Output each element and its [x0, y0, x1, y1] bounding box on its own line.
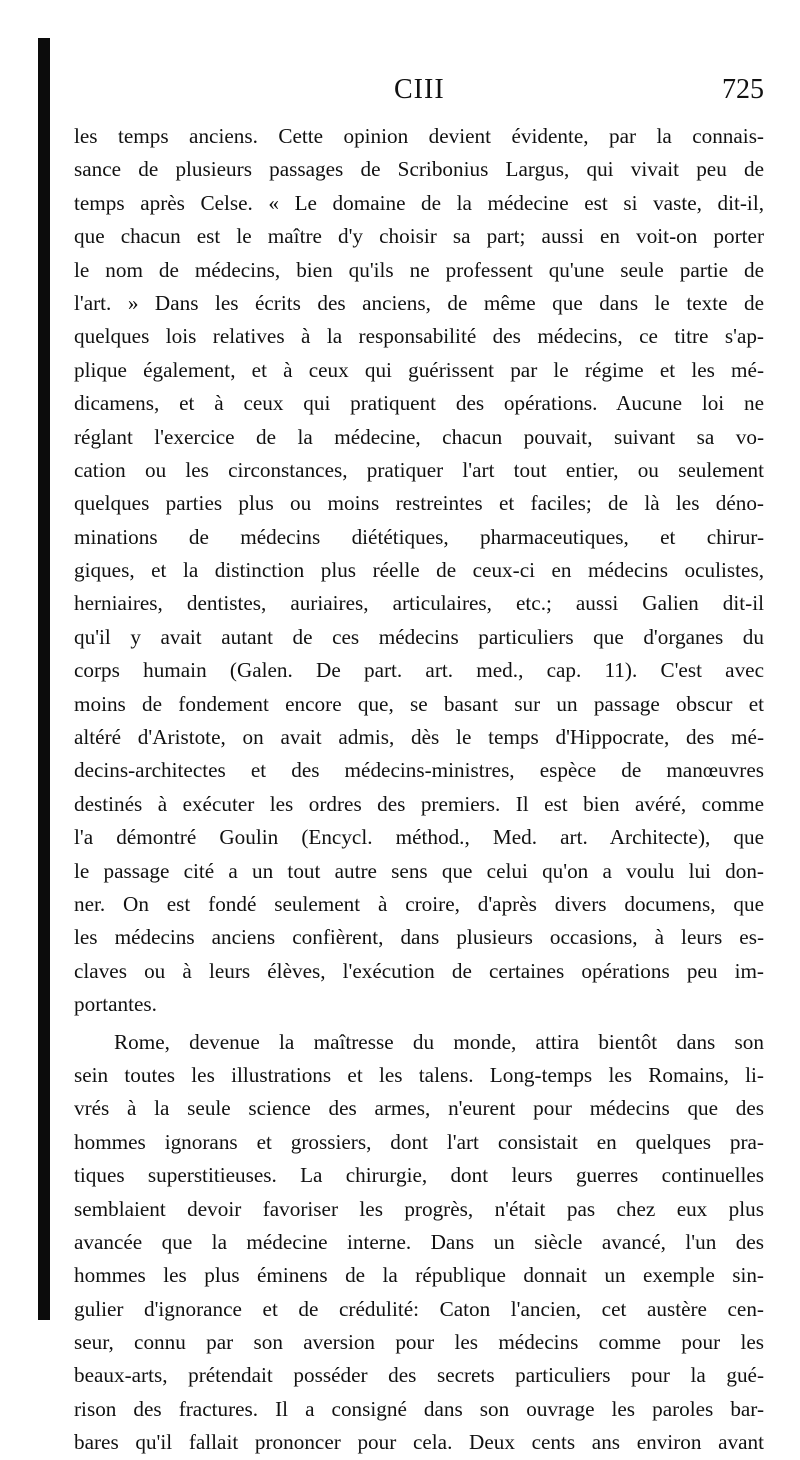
text-line: que chacun est le maître d'y choisir sa part; aussi en voit-on porter [74, 224, 764, 249]
body-text [74, 120, 764, 1460]
text-line: plique également, et à ceux qui guérissent par le régime et les mé- [74, 357, 764, 382]
text-line: claves ou à leurs élèves, l'exécution de certaines opérations peu im- [74, 958, 764, 983]
text-line: les temps anciens. Cette opinion devient évidente, par la connais- [74, 124, 764, 148]
binding-edge [38, 38, 50, 1320]
text-line: quelques lois relatives à la responsabilité des médecins, ce titre s'ap- [74, 324, 764, 349]
text-line: Rome, devenue la maîtresse du monde, attira bientôt dans son [114, 1029, 764, 1054]
text-line: les médecins anciens confièrent, dans plusieurs occasions, à leurs es- [74, 925, 764, 950]
text-line: tiques superstitieuses. La chirurgie, dont leurs guerres continuelles [74, 1163, 764, 1188]
text-line: moins de fondement encore que, se basant sur un passage obscur et [74, 691, 764, 716]
text-line: cation ou les circonstances, pratiquer l'art tout entier, ou seulement [74, 457, 764, 482]
book-page [74, 74, 764, 1460]
text-line: le nom de médecins, bien qu'ils ne professent qu'une seule partie de [74, 257, 764, 282]
text-line: altéré d'Aristote, on avait admis, dès le temps d'Hippocrate, des mé- [74, 725, 764, 750]
running-head [74, 74, 764, 118]
text-line: corps humain (Galen. De part. art. med., cap. 11). C'est avec [74, 658, 764, 683]
text-line: giques, et la distinction plus réelle de ceux-ci en médecins oculistes, [74, 558, 764, 583]
text-line: l'art. » Dans les écrits des anciens, de même que dans le texte de [74, 290, 764, 315]
text-line: decins-architectes et des médecins-ministres, espèce de manœuvres [74, 758, 764, 783]
text-line: temps après Celse. « Le domaine de la médecine est si vaste, dit-il, [74, 190, 764, 215]
text-line: l'a démontré Goulin (Encycl. méthod., Med. art. Architecte), que [74, 825, 764, 850]
section-roman-numeral: CIII [394, 74, 445, 105]
text-line: portantes. [74, 992, 157, 1017]
text-line: ner. On est fondé seulement à croire, d'après divers documens, que [74, 891, 764, 916]
paragraph-2 [74, 1026, 764, 1460]
text-line: réglant l'exercice de la médecine, chacun pouvait, suivant sa vo- [74, 424, 764, 449]
text-line: sein toutes les illustrations et les talens. Long-temps les Romains, li- [74, 1062, 764, 1087]
text-line: le passage cité a un tout autre sens que celui qu'on a voulu lui don- [74, 858, 764, 883]
text-line: hommes les plus éminens de la république donnait un exemple sin- [74, 1263, 764, 1288]
text-line: hommes ignorans et grossiers, dont l'art consistait en quelques pra- [74, 1129, 764, 1154]
text-line: beaux-arts, prétendait posséder des secrets particuliers pour la gué- [74, 1363, 764, 1388]
text-line: avancée que la médecine interne. Dans un siècle avancé, l'un des [74, 1229, 764, 1254]
text-line: semblaient devoir favoriser les progrès, n'était pas chez eux plus [74, 1196, 764, 1221]
text-line: seur, connu par son aversion pour les médecins comme pour les [74, 1330, 764, 1355]
paragraph-1 [74, 120, 764, 1022]
text-line: herniaires, dentistes, auriaires, articulaires, etc.; aussi Galien dit-il [74, 591, 764, 616]
text-line: destinés à exécuter les ordres des premiers. Il est bien avéré, comme [74, 791, 764, 816]
text-line: quelques parties plus ou moins restreintes et faciles; de là les déno- [74, 491, 764, 516]
text-line: sance de plusieurs passages de Scribonius Largus, qui vivait peu de [74, 157, 764, 182]
text-line: qu'il y avait autant de ces médecins particuliers que d'organes du [74, 624, 764, 649]
page-number: 725 [722, 74, 764, 105]
text-line: dicamens, et à ceux qui pratiquent des opérations. Aucune loi ne [74, 391, 764, 416]
text-line: vrés à la seule science des armes, n'eurent pour médecins que des [74, 1096, 764, 1121]
text-line: rison des fractures. Il a consigné dans son ouvrage les paroles bar- [74, 1396, 764, 1421]
text-line: minations de médecins diététiques, pharmaceutiques, et chirur- [74, 524, 764, 549]
text-line: bares qu'il fallait prononcer pour cela. Deux cents ans environ avant [74, 1430, 764, 1455]
text-line: gulier d'ignorance et de crédulité: Caton l'ancien, cet austère cen- [74, 1296, 764, 1321]
